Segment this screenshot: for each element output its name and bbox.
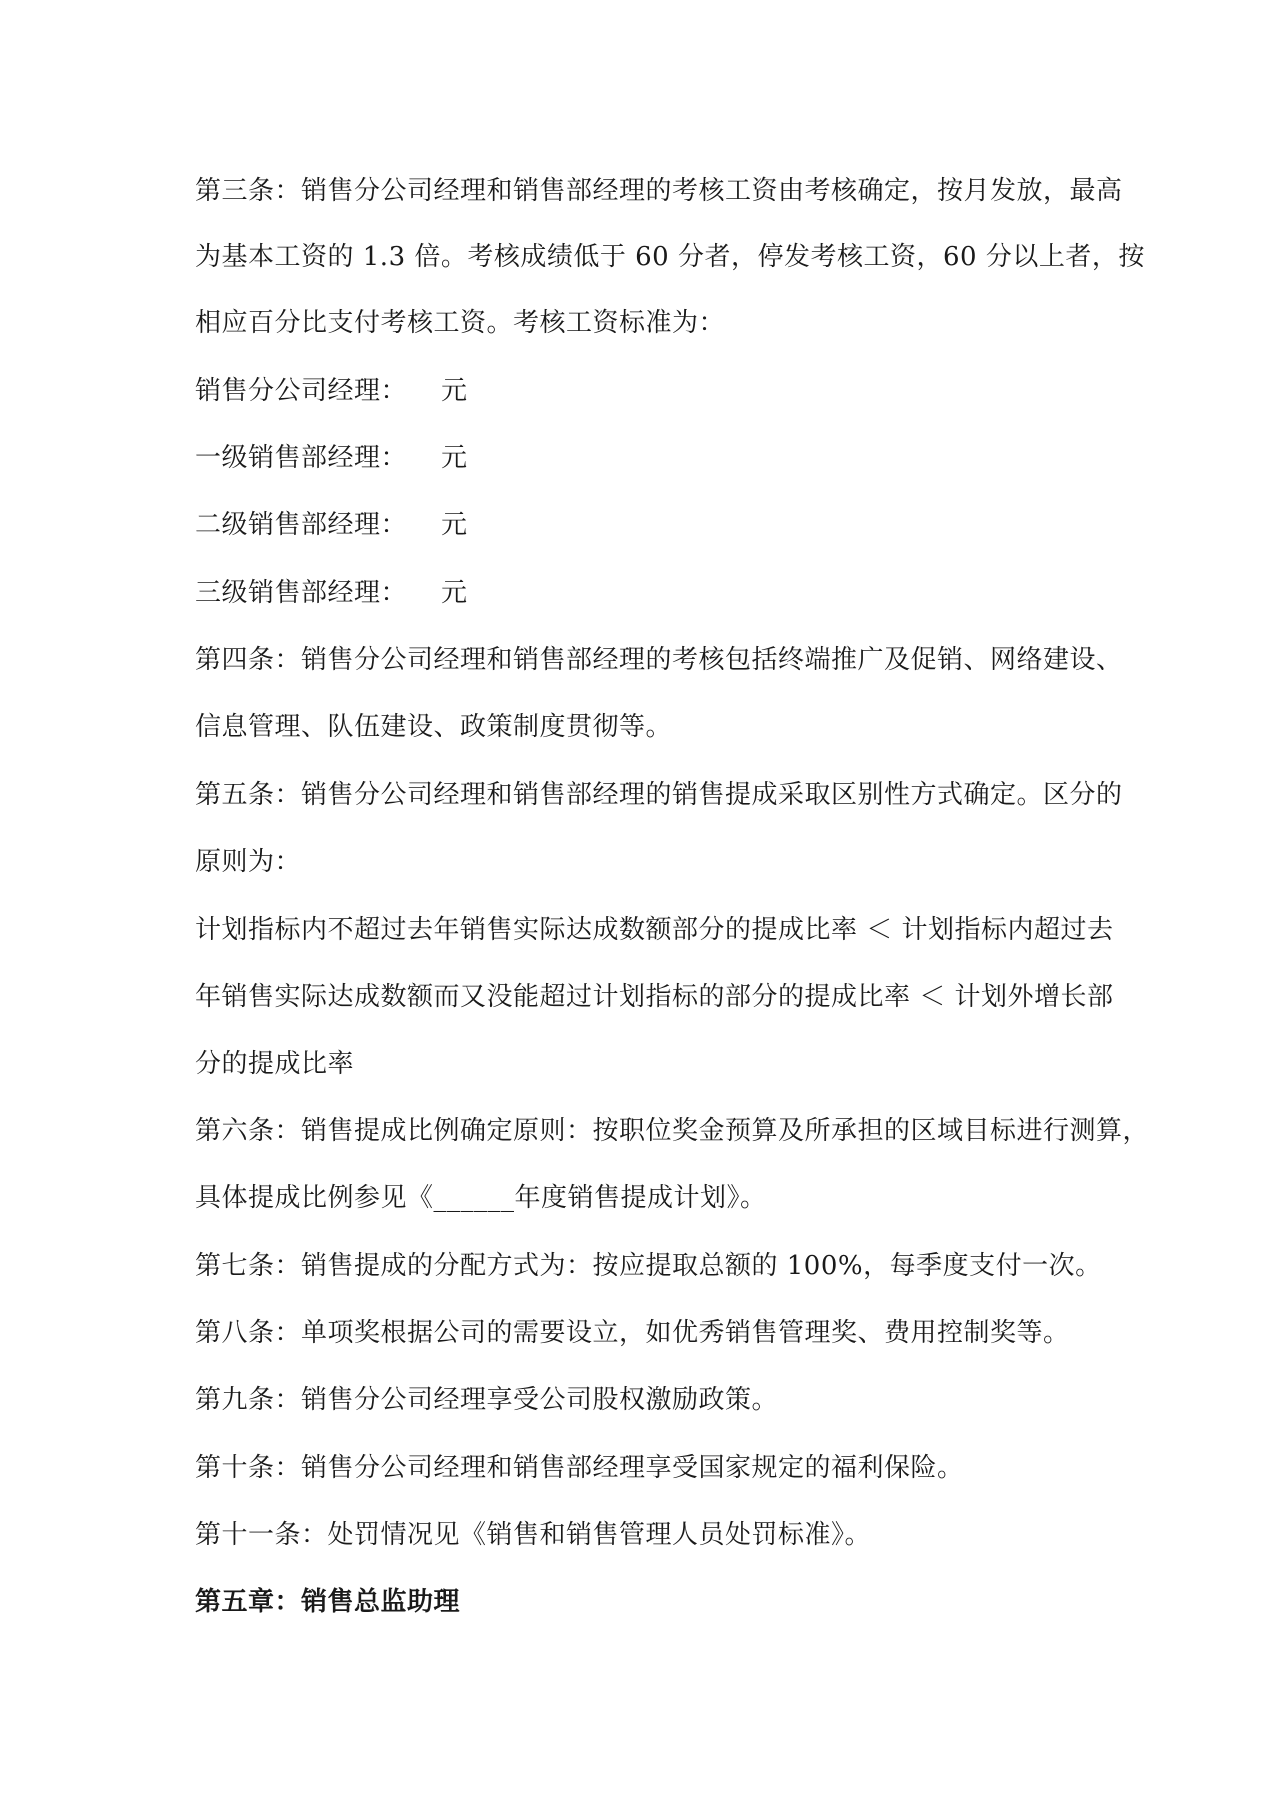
article10: 第十条：销售分公司经理和销售部经理享受国家规定的福利保险。 (195, 1453, 964, 1483)
salary-role: 三级销售部经理： (195, 578, 408, 608)
principle-line3: 分的提成比率 (195, 1049, 355, 1079)
article6-line1: 第六条：销售提成比例确定原则：按职位奖金预算及所承担的区域目标进行测算， (195, 1116, 1150, 1146)
article5-line1: 第五条：销售分公司经理和销售部经理的销售提成采取区别性方式确定。区分的 (195, 780, 1123, 810)
article6-line2: 具体提成比例参见《______年度销售提成计划》。 (195, 1183, 767, 1213)
article4-line1: 第四条：销售分公司经理和销售部经理的考核包括终端推广及促销、网络建设、 (195, 645, 1123, 675)
salary-role: 二级销售部经理： (195, 510, 408, 540)
salary-role: 一级销售部经理： (195, 443, 408, 473)
article4-line2: 信息管理、队伍建设、政策制度贯彻等。 (195, 712, 673, 742)
article3-line3: 相应百分比支付考核工资。考核工资标准为： (195, 308, 726, 338)
salary-unit: 元 (441, 376, 468, 406)
salary-row-level1-manager (195, 440, 468, 476)
chapter5-heading: 第五章：销售总监助理 (195, 1587, 461, 1617)
salary-row-branch-manager (195, 373, 468, 409)
article7: 第七条：销售提成的分配方式为：按应提取总额的 100%，每季度支付一次。 (195, 1251, 1102, 1281)
salary-unit: 元 (441, 443, 468, 473)
article3-line2: 为基本工资的 1.3 倍。考核成绩低于 60 分者，停发考核工资，60 分以上者，按 (195, 242, 1145, 272)
article8: 第八条：单项奖根据公司的需要设立，如优秀销售管理奖、费用控制奖等。 (195, 1318, 1070, 1348)
principle-line1: 计划指标内不超过去年销售实际达成数额部分的提成比率 ＜ 计划指标内超过去 (195, 915, 1114, 945)
salary-row-level2-manager (195, 507, 468, 543)
principle-line2: 年销售实际达成数额而又没能超过计划指标的部分的提成比率 ＜ 计划外增长部 (195, 982, 1114, 1012)
article5-line2: 原则为： (195, 847, 302, 877)
article11: 第十一条：处罚情况见《销售和销售管理人员处罚标准》。 (195, 1520, 872, 1550)
salary-role: 销售分公司经理： (195, 376, 408, 406)
article3-line1: 第三条：销售分公司经理和销售部经理的考核工资由考核确定，按月发放，最高 (195, 176, 1123, 206)
salary-row-level3-manager (195, 575, 468, 611)
salary-unit: 元 (441, 510, 468, 540)
article9: 第九条：销售分公司经理享受公司股权激励政策。 (195, 1385, 779, 1415)
salary-unit: 元 (441, 578, 468, 608)
